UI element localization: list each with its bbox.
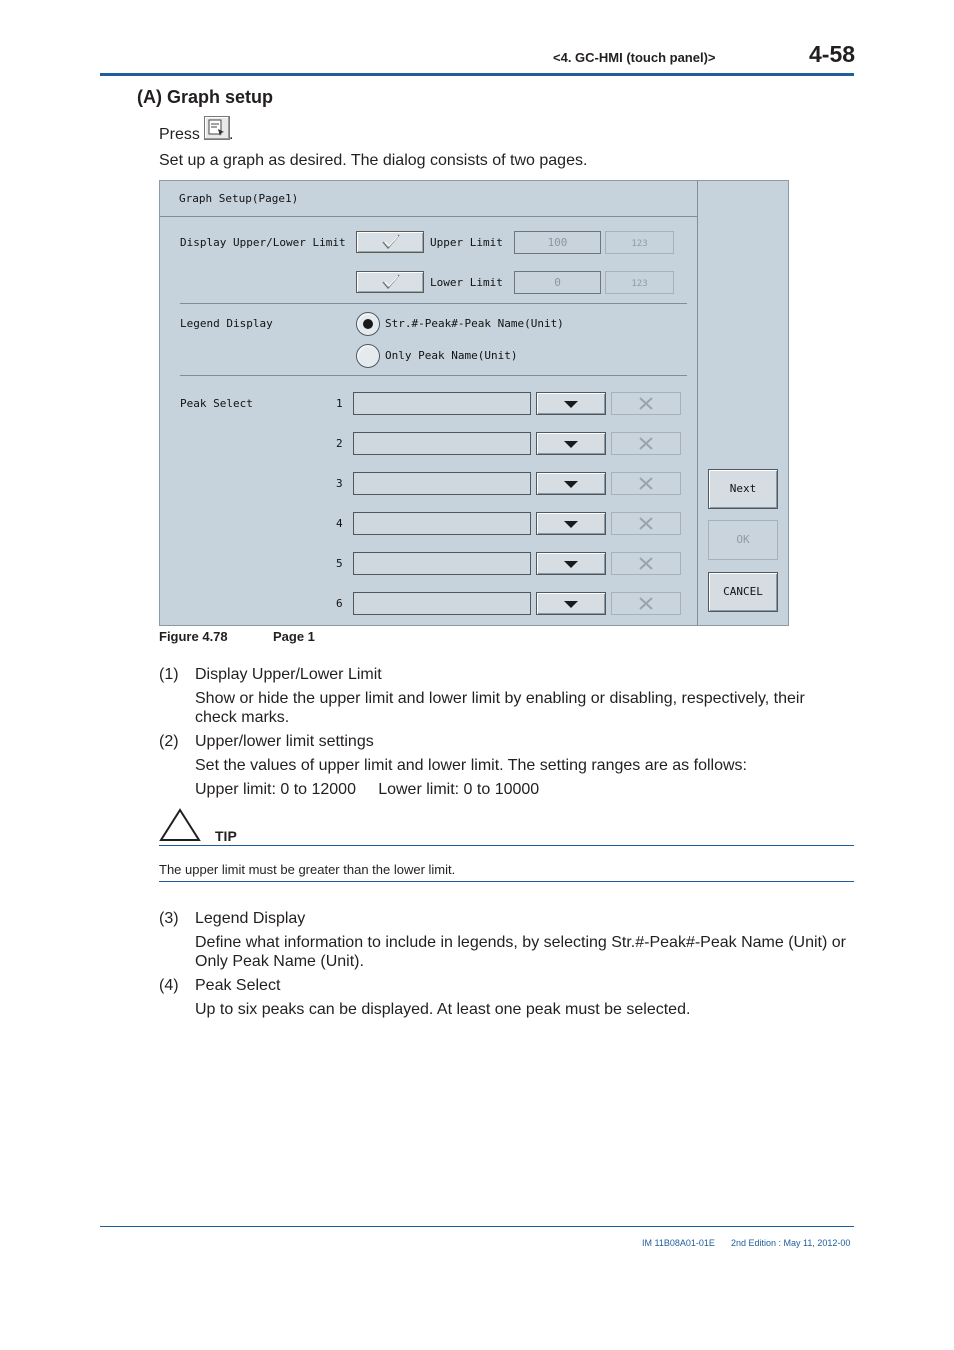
header-section-title: <4. GC-HMI (touch panel)> [553,50,716,65]
peak-dropdown-button[interactable] [536,552,606,575]
close-icon [639,517,653,530]
peak-dropdown-button[interactable] [536,512,606,535]
sidebar-divider [697,181,698,625]
item-title: Peak Select [195,977,281,994]
dialog-title: Graph Setup(Page1) [179,192,299,205]
peak-row-number: 2 [336,437,343,450]
press-label: Press [159,126,200,143]
chevron-down-icon [564,441,578,449]
title-divider [160,216,697,217]
close-icon [639,597,653,610]
intro-description: Set up a graph as desired. The dialog consists of two pages. [159,152,588,169]
press-period: . [229,126,234,143]
section-heading: (A) Graph setup [137,87,274,107]
peak-row-number: 5 [336,557,343,570]
peak-select-input[interactable] [353,472,531,495]
upper-limit-keypad-button[interactable]: 123 [605,231,674,254]
tip-top-rule [159,845,854,846]
close-icon [639,397,653,410]
graph-setup-dialog [159,180,789,626]
tip-label: TIP [215,828,237,844]
item-title: Display Upper/Lower Limit [195,666,382,683]
ok-button[interactable]: OK [708,520,778,560]
peak-clear-button[interactable] [611,552,681,575]
item-title: Legend Display [195,910,306,927]
item-ranges: Upper limit: 0 to 12000 Lower limit: 0 to 10000 [195,781,540,798]
peak-select-input[interactable] [353,432,531,455]
item-text: Define what information to include in legends, by selecting Str.#-Peak#-Peak Name (Unit) or Only Peak Name (Unit). [195,934,846,970]
peak-select-input[interactable] [353,512,531,535]
peak-select-input[interactable] [353,552,531,575]
peak-clear-button[interactable] [611,472,681,495]
graph-setup-icon [204,116,230,140]
display-limit-label: Display Upper/Lower Limit [180,236,346,249]
legend-display-label: Legend Display [180,317,273,330]
upper-limit-label: Upper Limit [430,236,503,249]
footer-doc-id: IM 11B08A01-01E [642,1238,715,1248]
section-divider [180,303,687,304]
peak-clear-button[interactable] [611,432,681,455]
legend-option-1-radio[interactable] [356,312,380,336]
section-divider [180,375,687,376]
peak-row-number: 3 [336,477,343,490]
upper-limit-checkbox[interactable] [356,231,424,253]
peak-dropdown-button[interactable] [536,432,606,455]
chevron-down-icon [564,601,578,609]
next-button[interactable]: Next [708,469,778,509]
lower-limit-checkbox[interactable] [356,271,424,293]
figure-caption: Page 1 [273,629,315,644]
upper-limit-input[interactable]: 100 [514,231,601,254]
legend-option-2-label: Only Peak Name(Unit) [385,349,518,362]
peak-dropdown-button[interactable] [536,392,606,415]
check-mark-icon [381,274,401,290]
item-number: (2) [159,733,179,750]
peak-row-number: 1 [336,397,343,410]
peak-dropdown-button[interactable] [536,592,606,615]
peak-select-input[interactable] [353,392,531,415]
item-number: (3) [159,910,179,927]
header-rule [100,73,854,76]
item-title: Upper/lower limit settings [195,733,374,750]
check-mark-icon [381,234,401,250]
lower-limit-input[interactable]: 0 [514,271,601,294]
tip-triangle-icon [159,808,201,842]
tip-text: The upper limit must be greater than the lower limit. [159,862,456,877]
peak-select-input[interactable] [353,592,531,615]
legend-option-2-radio[interactable] [356,344,380,368]
peak-clear-button[interactable] [611,392,681,415]
chevron-down-icon [564,401,578,409]
item-text: Up to six peaks can be displayed. At least one peak must be selected. [195,1001,691,1018]
chevron-down-icon [564,521,578,529]
peak-row-number: 4 [336,517,343,530]
peak-clear-button[interactable] [611,592,681,615]
close-icon [639,477,653,490]
item-number: (1) [159,666,179,683]
close-icon [639,557,653,570]
peak-clear-button[interactable] [611,512,681,535]
close-icon [639,437,653,450]
footer-edition: 2nd Edition : May 11, 2012-00 [731,1238,851,1248]
tip-bottom-rule [159,881,854,882]
peak-row-number: 6 [336,597,343,610]
footer-rule [100,1226,854,1227]
item-number: (4) [159,977,179,994]
item-text: Show or hide the upper limit and lower limit by enabling or disabling, respectively, their check marks. [195,690,805,726]
lower-limit-label: Lower Limit [430,276,503,289]
chevron-down-icon [564,561,578,569]
page-number: 4-58 [809,41,856,67]
chevron-down-icon [564,481,578,489]
lower-limit-keypad-button[interactable]: 123 [605,271,674,294]
legend-option-1-label: Str.#-Peak#-Peak Name(Unit) [385,317,564,330]
peak-select-label: Peak Select [180,397,253,410]
cancel-button[interactable]: CANCEL [708,572,778,612]
figure-number: Figure 4.78 [159,629,228,644]
item-text: Set the values of upper limit and lower limit. The setting ranges are as follows: [195,757,747,774]
peak-dropdown-button[interactable] [536,472,606,495]
